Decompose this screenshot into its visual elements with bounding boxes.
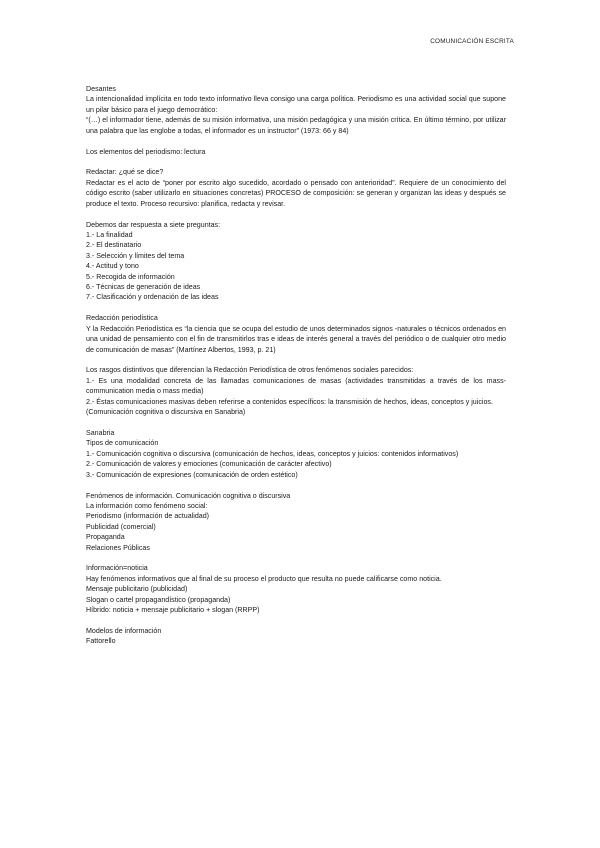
list-item: 5.- Recogida de información — [86, 272, 175, 281]
list-item: La información como fenómeno social: — [86, 501, 208, 510]
info-list — [86, 584, 506, 615]
list-item: Relaciones Públicas — [86, 543, 150, 552]
section-title: Modelos de información — [86, 626, 162, 635]
list-item: Slogan o cartel propagandístico (propaganda) — [86, 595, 231, 604]
section-fenomenos — [86, 491, 506, 553]
list-item: 3.- Selección y límites del tema — [86, 251, 185, 260]
list-item: 7.- Clasificación y ordenación de las ideas — [86, 293, 219, 302]
paragraph: Redactar es el acto de “poner por escrito algo sucedido, acordado o pensado con anterioridad”. Requiere de un conocimiento del código escrito (saber utilizarlo en situaciones concretas) PROCESO de composición: se generan y organizan las ideas y después se produce el texto. Proceso recursivo: planifica, redacta y revisar. — [86, 178, 506, 208]
section-desantes — [86, 84, 506, 136]
paragraph: Hay fenómenos informativos que al final de su proceso el producto que resulta no puede calificarse como noticia. — [86, 574, 442, 583]
section-rasgos — [86, 365, 506, 417]
paragraph: 1.- Es una modalidad concreta de las llamadas comunicaciones de masas (actividades transmitidas a través de los mass-communication media o mass media) — [86, 376, 506, 396]
section-title: Desantes — [86, 85, 116, 93]
section-title: Redactar: ¿qué se dice? — [86, 168, 164, 177]
section-title: Fenómenos de información. Comunicación cognitiva o discursiva — [86, 491, 291, 500]
list-item: Fattorello — [86, 637, 116, 646]
paragraph: 2.- Éstas comunicaciones masivas deben referirse a contenidos específicos: la transmisión de hechos, ideas, conceptos y juicios. — [86, 397, 493, 406]
section-title: Los rasgos distintivos que diferencian la Redacción Periodística de otros fenómenos sociales parecidos: — [86, 366, 414, 375]
paragraph: (Comunicación cognitiva o discursiva en Sanabria) — [86, 408, 246, 417]
questions-list — [86, 230, 506, 303]
section-preguntas — [86, 220, 506, 303]
paragraph: La intencionalidad implícita en todo texto informativo lleva consigo una carga política. Periodismo es una actividad social que supone un pilar básico para el juego democrático: — [86, 95, 506, 114]
section-modelos — [86, 626, 506, 647]
list-item: 2.- Comunicación de valores y emociones (comunicación de carácter afectivo) — [86, 460, 332, 469]
quote-paragraph: “(…) el informador tiene, además de su misión informativa, una misión pedagógica y una misión crítica. En último término, por utilizar una palabra que las englobe a todas, el informador es un instructor” (1973: 66 y 84) — [86, 116, 506, 135]
paragraph: Y la Redacción Periodística es “la ciencia que se ocupa del estudio de unos determinados signos -naturales o técnicos ordenados en una unidad de pensamiento con el fin de transmitirlos tras e ideas de interés general a través del periódico o de cualquier otro medio de comunicación de masas” (Martínez Albertos, 1993, p. 21) — [86, 324, 506, 354]
list-item: 3.- Comunicación de expresiones (comunicación de orden estético) — [86, 470, 298, 479]
list-item: 6.- Técnicas de generación de ideas — [86, 283, 201, 291]
list-item: Mensaje publicitario (publicidad) — [86, 585, 188, 594]
list-item: 4.- Actitud y tono — [86, 262, 139, 271]
section-elementos — [86, 147, 506, 157]
section-title: Sanabria — [86, 428, 115, 437]
section-title: Redacción periodística — [86, 314, 158, 323]
section-title: Los elementos del periodismo: lectura — [86, 147, 206, 156]
section-title: Debemos dar respuesta a siete preguntas: — [86, 220, 221, 229]
list-item: Propaganda — [86, 533, 125, 542]
list-item: 1.- Comunicación cognitiva o discursiva (comunicación de hechos, ideas, conceptos y juicios: contenidos informativos) — [86, 449, 459, 458]
section-subtitle: Tipos de comunicación — [86, 439, 159, 448]
section-informacion-noticia — [86, 563, 506, 615]
section-redactar — [86, 167, 506, 209]
running-header: COMUNICACIÓN ESCRITA — [430, 38, 514, 45]
section-title: Información=noticia — [86, 564, 148, 573]
list-item: Publicidad (comercial) — [86, 522, 156, 531]
section-sanabria — [86, 428, 506, 480]
list-item: 1.- La finalidad — [86, 230, 133, 239]
list-item: Híbrido: noticia + mensaje publicitario + slogan (RRPP) — [86, 606, 260, 615]
section-redaccion-periodistica — [86, 313, 506, 355]
document-body — [86, 84, 506, 647]
list-item: Periodismo (información de actualidad) — [86, 512, 210, 521]
list-item: 2.- El destinatario — [86, 241, 142, 250]
phenomena-list — [86, 501, 506, 553]
